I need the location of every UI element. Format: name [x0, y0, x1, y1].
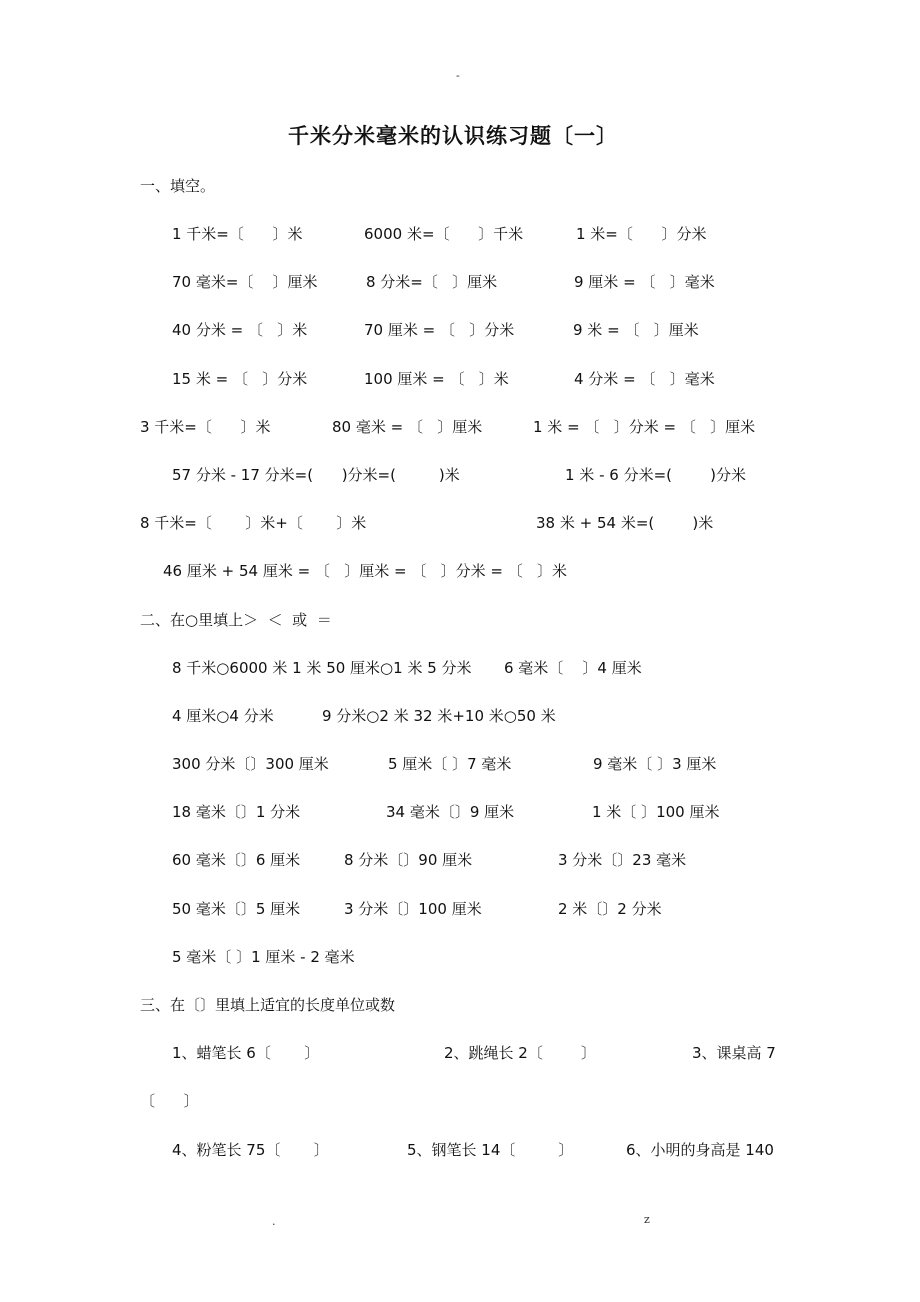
fill-item: 1 米 - 6 分米=( )分米	[565, 466, 746, 484]
unit-item: 1、蜡笔长 6〔 〕	[172, 1044, 320, 1062]
compare-item: 3 分米〔〕100 厘米	[344, 900, 482, 918]
compare-item: 9 分米○2 米 32 米+10 米○50 米	[322, 707, 556, 725]
compare-item: 5 厘米〔 〕7 毫米	[388, 755, 512, 773]
fill-item: 46 厘米 + 54 厘米 = 〔 〕厘米 = 〔 〕分米 = 〔 〕米	[163, 562, 568, 580]
fill-item: 8 千米=〔 〕米+〔 〕米	[140, 514, 367, 532]
compare-item: 5 毫米〔 〕1 厘米 - 2 毫米	[172, 948, 355, 966]
compare-item: 1 米〔 〕100 厘米	[592, 803, 720, 821]
fill-item: 8 分米=〔 〕厘米	[366, 273, 498, 291]
page-title: 千米分米毫米的认识练习题〔一〕	[288, 124, 618, 148]
fill-item: 1 米 = 〔 〕分米 = 〔 〕厘米	[533, 418, 756, 436]
fill-item: 3 千米=〔 〕米	[140, 418, 271, 436]
compare-item: 6 毫米〔 〕4 厘米	[504, 659, 642, 677]
unit-item: 2、跳绳长 2〔 〕	[444, 1044, 597, 1062]
footer-right-mark: z	[644, 1213, 650, 1226]
fill-item: 38 米 + 54 米=( )米	[536, 514, 714, 532]
compare-item: 8 千米○6000 米 1 米 50 厘米○1 米 5 分米	[172, 659, 472, 677]
compare-item: 8 分米〔〕90 厘米	[344, 851, 473, 869]
fill-item: 6000 米=〔 〕千米	[364, 225, 524, 243]
compare-item: 3 分米〔〕23 毫米	[558, 851, 687, 869]
fill-item: 4 分米 = 〔 〕毫米	[574, 370, 715, 388]
section1-heading: 一、填空。	[140, 177, 216, 195]
fill-item: 1 米=〔 〕分米	[576, 225, 707, 243]
header-mark: -	[456, 69, 460, 82]
unit-item: 〔 〕	[140, 1092, 199, 1110]
fill-item: 9 米 = 〔 〕厘米	[573, 321, 699, 339]
unit-item: 6、小明的身高是 140	[626, 1141, 774, 1159]
fill-item: 70 毫米=〔 〕厘米	[172, 273, 318, 291]
footer-left-mark: .	[272, 1215, 276, 1228]
fill-item: 100 厘米 = 〔 〕米	[364, 370, 509, 388]
fill-item: 57 分米 - 17 分米=( )分米=( )米	[172, 466, 460, 484]
fill-item: 9 厘米 = 〔 〕毫米	[574, 273, 715, 291]
compare-item: 18 毫米〔〕1 分米	[172, 803, 301, 821]
compare-item: 2 米〔〕2 分米	[558, 900, 662, 918]
section3-heading: 三、在〔〕里填上适宜的长度单位或数	[140, 996, 396, 1014]
unit-item: 5、钢笔长 14〔 〕	[407, 1141, 574, 1159]
compare-item: 4 厘米○4 分米	[172, 707, 274, 725]
compare-item: 60 毫米〔〕6 厘米	[172, 851, 301, 869]
fill-item: 40 分米 = 〔 〕米	[172, 321, 308, 339]
compare-item: 300 分米〔〕300 厘米	[172, 755, 329, 773]
unit-item: 4、粉笔长 75〔 〕	[172, 1141, 329, 1159]
fill-item: 70 厘米 = 〔 〕分米	[364, 321, 515, 339]
compare-item: 9 毫米〔 〕3 厘米	[593, 755, 717, 773]
fill-item: 15 米 = 〔 〕分米	[172, 370, 308, 388]
compare-item: 50 毫米〔〕5 厘米	[172, 900, 301, 918]
section2-heading: 二、在○里填上＞ ＜ 或 ＝	[140, 611, 332, 629]
fill-item: 80 毫米 = 〔 〕厘米	[332, 418, 483, 436]
fill-item: 1 千米=〔 〕米	[172, 225, 303, 243]
compare-item: 34 毫米〔〕9 厘米	[386, 803, 515, 821]
unit-item: 3、课桌高 7	[692, 1044, 776, 1062]
